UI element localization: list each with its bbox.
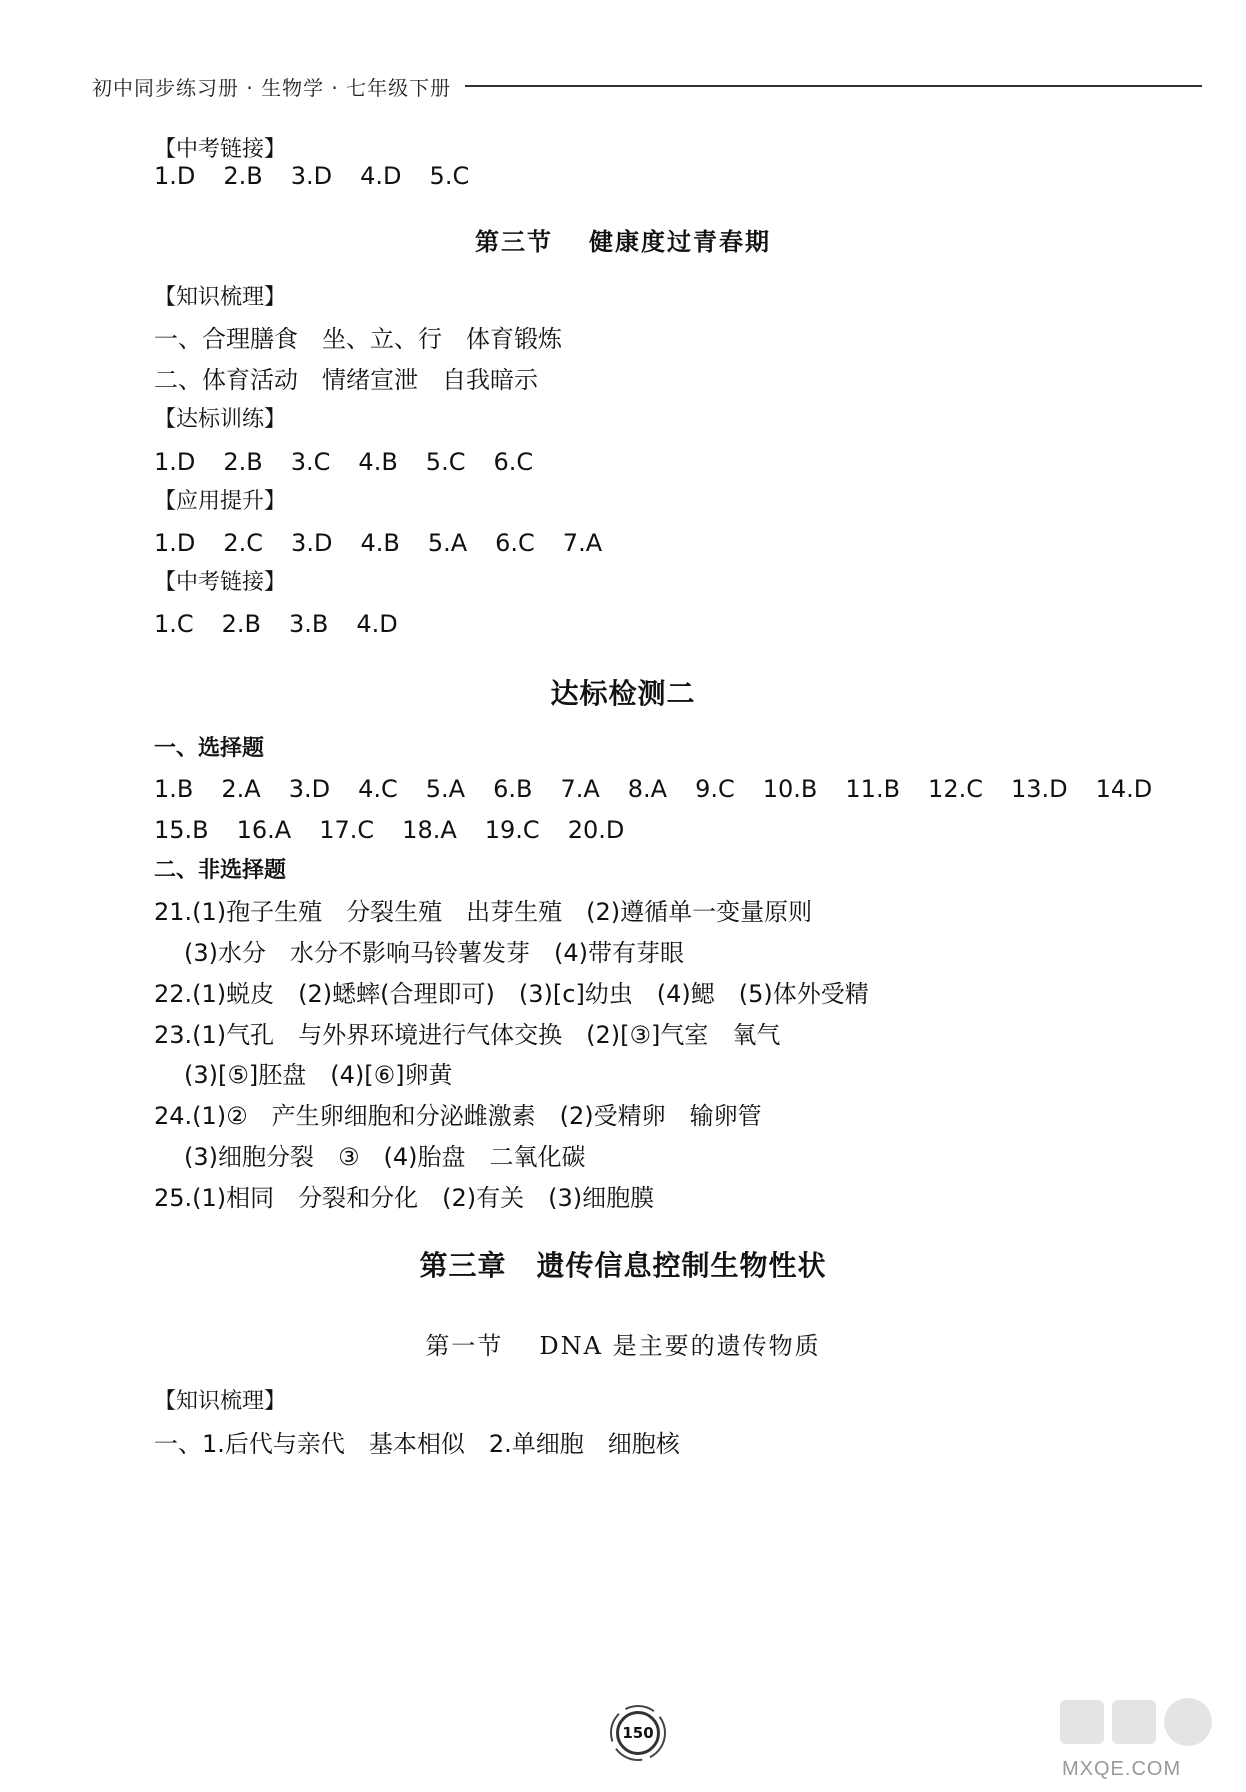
answer: 11.B — [845, 775, 901, 803]
section-title-3-1 — [0, 1326, 1246, 1361]
answer: 12.C — [928, 775, 983, 803]
zhongkao-answers-1 — [154, 160, 497, 192]
answer: 1.C — [154, 610, 194, 638]
answer: 13.D — [1010, 775, 1068, 803]
answer: 18.A — [402, 816, 457, 844]
watermark-text: MXQE.COM — [1062, 1758, 1182, 1780]
q22-line: 22.(1)蜕皮 (2)蟋蟀(合理即可) (3)[c]幼虫 (4)鳃 (5)体外受精 — [154, 980, 869, 1008]
answer: 1.D — [154, 448, 196, 476]
answer: 3.C — [290, 448, 331, 476]
answer: 16.A — [236, 816, 292, 844]
knowledge-tag-2: 【知识梳理】 — [154, 1389, 287, 1414]
q21-line-1: 21.(1)孢子生殖 分裂生殖 出芽生殖 (2)遵循单一变量原则 — [154, 898, 813, 926]
answer: 3.D — [291, 529, 333, 557]
section-title-3 — [0, 222, 1246, 257]
answer: 2.B — [221, 610, 262, 638]
application-tag: 【应用提升】 — [154, 489, 287, 514]
answer: 10.B — [762, 775, 818, 803]
running-header — [92, 66, 1202, 106]
knowledge-tag: 【知识梳理】 — [154, 285, 287, 310]
section-number: 第一节 — [425, 1332, 504, 1360]
answer: 5.A — [427, 529, 468, 557]
answer: 6.C — [495, 529, 535, 557]
practice-answers — [154, 446, 561, 478]
answer: 7.A — [562, 529, 603, 557]
answer: 2.A — [221, 775, 261, 803]
q24-line-2: (3)细胞分裂 ③ (4)胎盘 二氧化碳 — [184, 1143, 586, 1171]
zhongkao-link-tag-1: 【中考链接】 — [154, 137, 287, 162]
header-rule — [465, 85, 1202, 87]
q25-line: 25.(1)相同 分裂和分化 (2)有关 (3)细胞膜 — [154, 1184, 655, 1212]
answer: 4.B — [358, 448, 398, 476]
section-name: DNA 是主要的遗传物质 — [539, 1332, 821, 1360]
answer: 19.C — [484, 816, 540, 844]
choice-heading: 一、选择题 — [154, 736, 265, 761]
answer: 1.B — [154, 775, 194, 803]
answer: 4.C — [358, 775, 398, 803]
answer: 17.C — [319, 816, 375, 844]
answer: 5.A — [425, 775, 466, 803]
q23-line-1: 23.(1)气孔 与外界环境进行气体交换 (2)[③]气室 氧气 — [154, 1021, 781, 1049]
zhongkao-link-tag-2: 【中考链接】 — [154, 570, 287, 595]
answer: 4.D — [356, 610, 398, 638]
zhongkao-answers-2 — [154, 608, 426, 640]
knowledge-line-3: 一、1.后代与亲代 基本相似 2.单细胞 细胞核 — [154, 1430, 680, 1458]
non-choice-heading: 二、非选择题 — [154, 858, 287, 883]
answer: 3.D — [290, 162, 333, 190]
answer: 3.B — [289, 610, 329, 638]
answer: 2.B — [223, 448, 263, 476]
chapter-number: 第三章 — [419, 1249, 507, 1282]
answer: 1.D — [154, 529, 196, 557]
q24-line-1: 24.(1)② 产生卵细胞和分泌雌激素 (2)受精卵 输卵管 — [154, 1102, 762, 1130]
choice-answers-line-2 — [154, 814, 652, 846]
section-number: 第三节 — [475, 227, 553, 256]
answer: 5.C — [429, 162, 470, 190]
answer: 6.C — [493, 448, 534, 476]
answer: 2.B — [223, 162, 263, 190]
practice-tag: 【达标训练】 — [154, 407, 287, 432]
q21-line-2: (3)水分 水分不影响马铃薯发芽 (4)带有芽眼 — [184, 939, 684, 967]
choice-answers-line-1 — [154, 773, 1152, 805]
section-name: 健康度过青春期 — [589, 227, 771, 256]
answer: 9.C — [695, 775, 735, 803]
answer: 15.B — [154, 816, 209, 844]
test2-title: 达标检测二 — [550, 677, 696, 710]
answer: 6.B — [493, 775, 533, 803]
header-title: 初中同步练习册 · 生物学 · 七年级下册 — [92, 75, 452, 100]
answer: 4.B — [360, 529, 400, 557]
q23-line-2: (3)[⑤]胚盘 (4)[⑥]卵黄 — [184, 1061, 453, 1089]
answer: 1.D — [154, 162, 196, 190]
page-number: 150 — [616, 1711, 660, 1755]
answer: 20.D — [567, 816, 625, 844]
answer: 5.C — [425, 448, 466, 476]
answer: 3.D — [288, 775, 331, 803]
answer: 8.A — [627, 775, 668, 803]
knowledge-line-2: 二、体育活动 情绪宣泄 自我暗示 — [154, 366, 538, 394]
answer: 4.D — [360, 162, 402, 190]
answer: 7.A — [560, 775, 600, 803]
chapter-title — [0, 1244, 1246, 1284]
chapter-name: 遗传信息控制生物性状 — [536, 1249, 827, 1282]
application-answers — [154, 527, 630, 559]
answer: 2.C — [223, 529, 264, 557]
answer: 14.D — [1095, 775, 1153, 803]
knowledge-line-1: 一、合理膳食 坐、立、行 体育锻炼 — [154, 325, 562, 353]
